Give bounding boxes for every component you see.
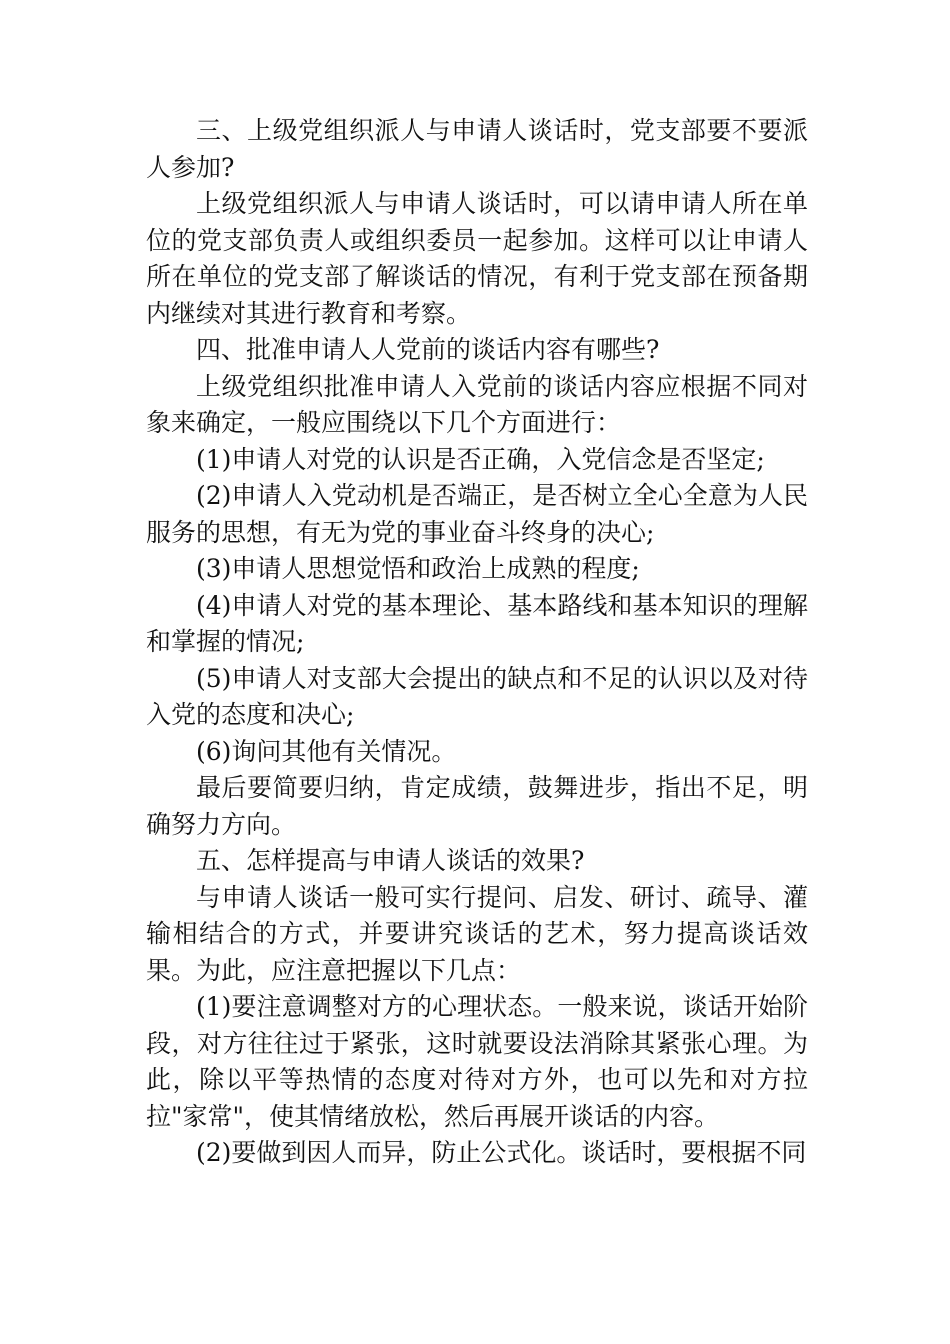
- list-item-5-1: (1)要注意调整对方的心理状态。一般来说，谈话开始阶段，对方往往过于紧张，这时就要设法消除其紧张心理。为此，除以平等热情的态度对待对方外，也可以先和对方拉拉"家常"，使其情绪放松，然后再展开谈话的内容。: [146, 992, 808, 1131]
- answer-intro-4: 上级党组织批准申请人入党前的谈话内容应根据不同对象来确定，一般应围绕以下几个方面进行：: [146, 371, 808, 437]
- document-body: [146, 113, 808, 1172]
- answer-intro-5: 与申请人谈话一般可实行提问、启发、研讨、疏导、灌输相结合的方式，并要讲究谈话的艺术，努力提高谈话效果。为此，应注意把握以下几点：: [146, 882, 808, 985]
- list-item-4-5: (5)申请人对支部大会提出的缺点和不足的认识以及对待入党的态度和决心;: [146, 663, 808, 729]
- question-heading-3: 三、上级党组织派人与申请人谈话时，党支部要不要派人参加?: [146, 116, 808, 182]
- question-heading-5: 五、怎样提高与申请人谈话的效果?: [196, 846, 585, 875]
- list-item-4-6: (6)询问其他有关情况。: [196, 736, 457, 766]
- list-item-4-2: (2)申请人入党动机是否端正，是否树立全心全意为人民服务的思想，有无为党的事业奋斗终身的决心;: [146, 481, 808, 547]
- list-item-4-4: (4)申请人对党的基本理论、基本路线和基本知识的理解和掌握的情况;: [146, 590, 808, 656]
- list-item-4-3: (3)申请人思想觉悟和政治上成熟的程度;: [196, 554, 640, 583]
- list-item-5-2: (2)要做到因人而异，防止公式化。谈话时，要根据不同: [196, 1138, 807, 1167]
- question-heading-4: 四、批准申请人人党前的谈话内容有哪些?: [196, 335, 660, 364]
- list-item-4-1: (1)申请人对党的认识是否正确，入党信念是否坚定;: [196, 444, 765, 474]
- answer-conclusion-4: 最后要简要归纳，肯定成绩，鼓舞进步，指出不足，明确努力方向。: [146, 773, 808, 839]
- answer-paragraph-3: 上级党组织派人与申请人谈话时，可以请申请人所在单位的党支部负责人或组织委员一起参加。这样可以让申请人所在单位的党支部了解谈话的情况，有利于党支部在预备期内继续对其进行教育和考察。: [146, 189, 808, 328]
